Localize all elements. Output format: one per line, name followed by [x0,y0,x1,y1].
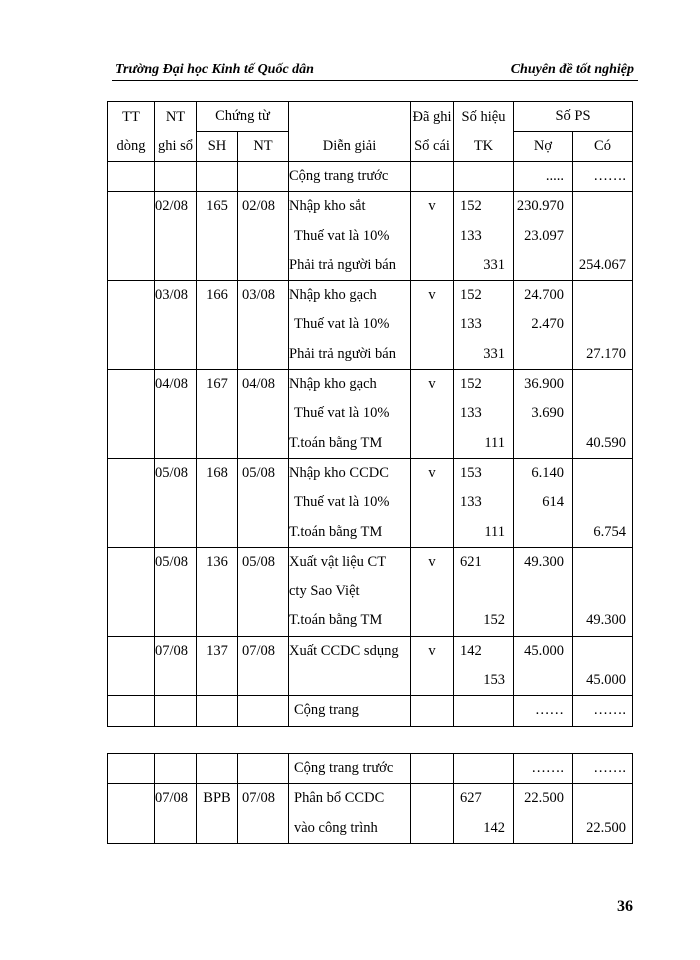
entry-debit: 36.900 [524,376,564,393]
header-topic: Chuyên đề tốt nghiệp [510,62,634,77]
carry-forward-co-2: ……. [593,760,626,776]
entry-account: 133 [460,405,482,422]
entry-desc-line: Xuất CCDC sdụng [289,642,399,659]
entry-tt [108,370,155,459]
carry-forward-no-2: ……. [531,760,564,776]
entry-row [108,192,633,281]
entry-posted-mark: v [428,553,436,570]
entry-desc-line: Nhập kho gạch [289,287,377,304]
entry-desc-line: vào công trình [294,819,378,836]
entry-account: 133 [460,494,482,511]
col-sh-header: SH [197,132,238,162]
entry-date: 05/08 [242,464,276,481]
entry-account: 152 [460,287,482,304]
entry-desc-line: T.toán bằng TM [289,612,383,629]
page-total-no: …… [535,702,564,719]
entry-account: 627 [460,790,482,807]
entry-date: 03/08 [242,287,276,304]
entry-desc-line: Thuế vat là 10% [294,494,390,511]
entry-credit: 22.500 [586,819,626,836]
entry-debit: 3.690 [531,405,564,422]
col-nt-ghiso-header: NT ghi sổ [155,102,197,162]
entry-row [108,370,633,459]
entry-credit: 6.754 [593,523,626,540]
entry-row [108,784,633,844]
entry-tt [108,547,155,636]
entry-credit [573,399,632,428]
entry-row [108,458,633,547]
page-header [112,62,638,81]
carry-forward-row [108,162,633,192]
col-chungtu-header: Chứng từ [197,102,289,132]
entry-nt-ghiso: 03/08 [155,287,189,304]
header-school: Trường Đại học Kinh tế Quốc dân [115,62,314,77]
carry-forward-no: ..... [545,168,564,184]
page-number: 36 [617,898,633,915]
entry-nt-ghiso: 05/08 [155,464,189,481]
entry-credit [573,784,632,813]
entry-sh: 137 [206,642,228,659]
entry-credit [573,192,632,221]
entry-desc-line: Phân bổ CCDC [294,790,385,807]
entry-credit [573,310,632,339]
entry-nt-ghiso: 07/08 [155,642,189,659]
entry-desc-line: cty Sao Việt [289,583,360,600]
entry-debit [514,814,572,843]
entry-account: 111 [484,523,505,540]
entry-debit [514,518,572,547]
entry-date: 02/08 [242,198,276,215]
col-diengiai-header: Diễn giải [289,102,411,162]
carry-forward-co: ……. [593,168,626,184]
page-total-label: Cộng trang [294,702,359,719]
entry-sh: 168 [206,464,228,481]
entry-row [108,636,633,696]
entry-debit [514,429,572,458]
entry-debit [514,606,572,635]
entry-posted-mark: v [428,642,436,659]
entry-account: 111 [484,434,505,451]
entry-account: 142 [460,642,482,659]
entry-desc-line: Thuế vat là 10% [294,316,390,333]
entry-debit: 23.097 [524,227,564,244]
header-row-1 [108,102,633,132]
entry-desc-line: Thuế vat là 10% [294,227,390,244]
entry-date: 07/08 [242,790,276,807]
entry-sh: 165 [206,198,228,215]
entry-desc-line: Phải trả người bán [289,345,396,362]
entry-date: 05/08 [242,553,276,570]
entry-account: 331 [483,345,505,362]
entry-credit [573,281,632,310]
entry-credit [573,370,632,399]
entry-date: 04/08 [242,376,276,393]
col-sohieu-header: Số hiệu TK [454,102,514,162]
entry-posted-mark: v [428,198,436,215]
carry-forward-label: Cộng trang trước [289,168,389,184]
entry-nt-ghiso: 04/08 [155,376,189,393]
entry-desc-line [289,666,410,695]
entry-debit [514,666,572,695]
entry-sh: BPB [203,790,231,807]
entry-desc-line: Nhập kho gạch [289,376,377,393]
entry-account: 133 [460,316,482,333]
entry-sh: 167 [206,376,228,393]
entry-credit [573,548,632,577]
entry-credit [573,577,632,606]
entry-posted-mark: v [428,376,436,393]
entry-debit: 230.970 [516,198,564,215]
entry-debit [514,251,572,280]
page-total-co: ……. [593,702,626,719]
entry-account: 153 [460,464,482,481]
entry-desc-line: Xuất vật liệu CT [289,553,387,570]
entry-posted-mark [411,784,453,813]
entry-account: 152 [460,376,482,393]
entry-desc-line: Nhập kho CCDC [289,464,389,481]
entry-nt-ghiso: 07/08 [155,790,189,807]
carry-forward-label-2: Cộng trang trước [294,760,394,776]
entry-debit: 22.500 [524,790,564,807]
entry-desc-line: T.toán bằng TM [289,434,383,451]
entry-date: 07/08 [242,642,276,659]
carry-forward-row-2 [108,754,633,784]
entry-desc-line: Thuế vat là 10% [294,405,390,422]
entry-account: 331 [483,256,505,273]
entry-desc-line: Nhập kho sắt [289,198,366,215]
entry-debit [514,340,572,369]
entry-credit [573,459,632,488]
entry-debit [514,577,572,606]
ledger-table-continued [107,753,633,844]
entry-debit: 24.700 [524,287,564,304]
entry-credit: 254.067 [578,256,626,273]
entry-credit: 40.590 [586,434,626,451]
entry-row [108,547,633,636]
col-tt-header: TT dòng [108,102,155,162]
entry-credit: 49.300 [586,612,626,629]
entry-debit: 49.300 [524,553,564,570]
entry-debit: 2.470 [531,316,564,333]
col-nt-header: NT [238,132,289,162]
entry-desc-line: Phải trả người bán [289,256,396,273]
entry-account: 142 [483,819,505,836]
entry-account: 621 [460,553,482,570]
col-sops-header: Số PS [514,102,633,132]
entry-sh: 136 [206,553,228,570]
entry-account: 133 [460,227,482,244]
entry-desc-line: T.toán bằng TM [289,523,383,540]
entry-credit: 27.170 [586,345,626,362]
entry-nt-ghiso: 05/08 [155,553,189,570]
entry-account [454,577,513,606]
entry-credit [573,488,632,517]
col-no-header: Nợ [514,132,573,162]
entry-account: 153 [483,672,505,689]
entry-sh: 166 [206,287,228,304]
entry-row [108,281,633,370]
entry-tt [108,636,155,696]
ledger-table-main-body [108,102,633,727]
entry-credit: 45.000 [586,672,626,689]
entry-debit: 45.000 [524,642,564,659]
entry-debit: 614 [542,494,564,511]
page-total-row [108,696,633,726]
col-daghi-header: Đã ghi Sổ cái [411,102,454,162]
entry-posted-mark: v [428,287,436,304]
entry-posted-mark: v [428,464,436,481]
entry-tt [108,281,155,370]
entry-credit [573,222,632,251]
ledger-table-main [107,101,633,727]
entry-account: 152 [460,198,482,215]
entry-debit: 6.140 [531,464,564,481]
entry-account: 152 [483,612,505,629]
entry-nt-ghiso: 02/08 [155,198,189,215]
entry-credit [573,637,632,666]
entry-tt [108,192,155,281]
col-co-header: Có [573,132,633,162]
entry-tt [108,458,155,547]
